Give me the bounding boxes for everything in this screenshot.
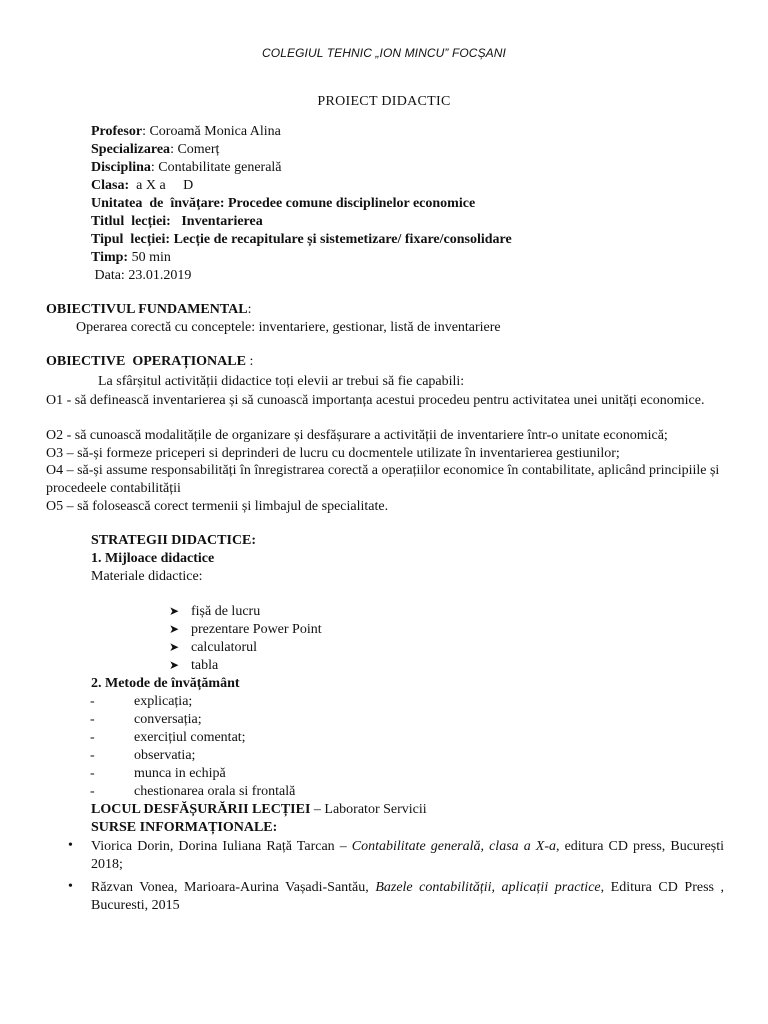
document-title: PROIECT DIDACTIC <box>317 94 451 109</box>
metode-item <box>90 712 202 728</box>
timp-label: Timp: <box>91 250 129 265</box>
obiectiv-o2: O2 - să cunoască modalitățile de organizare și desfășurare a activității de inventariere într-o unitate economică; <box>46 428 668 443</box>
obiectiv-fundamental-text: Operarea corectă cu conceptele: inventariere, gestionar, listă de inventariere <box>76 320 501 335</box>
mijloace-heading: 1. Mijloace didactice <box>91 551 215 566</box>
obiectiv-fundamental-colon: : <box>247 302 252 317</box>
materiale-item <box>169 658 218 674</box>
dash-bullet: - <box>90 784 95 799</box>
arrow-bullet-icon: ➤ <box>169 604 180 618</box>
dash-bullet: - <box>90 766 95 781</box>
sursa-authors: Viorica Dorin, Dorina Iuliana Rață Tarcan – <box>91 839 352 854</box>
disciplina-label: Disciplina <box>91 160 151 175</box>
obiective-operationale-heading <box>46 354 253 370</box>
arrow-bullet-icon: ➤ <box>169 622 180 636</box>
sursa-authors: Răzvan Vonea, Marioara-Aurina Vașadi-Santău, <box>91 880 376 895</box>
bullet-dot-icon: • <box>68 838 73 853</box>
obiective-intro: La sfârșitul activității didactice toți elevii ar trebui să fie capabili: <box>98 374 465 389</box>
obiectiv-o4: O4 – să-și assume responsabilități în înregistrarea corectă a operațiilor economice în contabilitate, aplicând principiile și procedeele contabilității <box>46 463 720 496</box>
info-timp <box>91 249 512 267</box>
strategii-heading: STRATEGII DIDACTICE: <box>91 533 257 548</box>
obiectiv-fundamental-heading-text: OBIECTIVUL FUNDAMENTAL <box>46 302 248 317</box>
metode-item-text: munca in echipă <box>134 766 226 781</box>
arrow-bullet-icon: ➤ <box>169 658 180 672</box>
locul-label: LOCUL DESFĂȘURĂRII LECȚIEI <box>91 802 311 817</box>
sursa-details: , Editura CD Press , Bucuresti, 2015 <box>91 880 725 913</box>
obiectiv-o5: O5 – să folosească corect termenii și limbajul de specialitate. <box>46 499 389 514</box>
unitatea-text: Unitatea de învățare: Procedee comune disciplinelor economice <box>91 196 476 211</box>
tipul-text: Tipul lecției: Lecție de recapitulare și sistemetizare/ fixare/consolidare <box>91 232 512 247</box>
surse-heading: SURSE INFORMAȚIONALE: <box>91 820 278 835</box>
clasa-label: Clasa: <box>91 178 130 193</box>
specializare-label: Specializarea <box>91 142 171 157</box>
materiale-item-text: tabla <box>191 658 219 673</box>
data-text: Data: 23.01.2019 <box>91 268 192 283</box>
metode-item <box>90 694 192 710</box>
metode-item-text: exercițiul comentat; <box>134 730 246 745</box>
materiale-item <box>169 604 260 620</box>
clasa-value: a X a D <box>129 178 194 193</box>
dash-bullet: - <box>90 748 95 763</box>
metode-item-text: observatia; <box>134 748 196 763</box>
locul-desfasurarii <box>91 802 427 818</box>
obiective-operationale-heading-text: OBIECTIVE OPERAȚIONALE <box>46 354 246 369</box>
sursa-title: Bazele contabilității, aplicații practice <box>375 880 601 895</box>
disciplina-value: : Contabilitate generală <box>150 160 282 175</box>
obiectiv-fundamental-heading <box>46 302 252 318</box>
titlul-text: Titlul lecției: Inventarierea <box>91 214 263 229</box>
info-unitatea <box>91 195 512 213</box>
arrow-bullet-icon: ➤ <box>169 640 180 654</box>
obiective-operationale-colon: : <box>245 354 254 369</box>
info-clasa <box>91 177 512 195</box>
metode-item-text: conversația; <box>134 712 202 727</box>
lesson-info <box>91 123 512 285</box>
materiale-item-text: fișă de lucru <box>191 604 261 619</box>
materiale-item-text: calculatorul <box>191 640 258 655</box>
metode-heading: 2. Metode de învățământ <box>91 676 240 691</box>
info-profesor <box>91 123 512 141</box>
metode-item-text: explicația; <box>134 694 193 709</box>
materiale-item <box>169 640 257 656</box>
obiectiv-o1: O1 - să definească inventarierea și să cunoască importanța acestui procedeu pentru activitatea unei unități economice. <box>46 393 705 408</box>
dash-bullet: - <box>90 712 95 727</box>
info-titlul <box>91 213 512 231</box>
metode-item <box>90 730 246 746</box>
info-data <box>91 267 512 285</box>
materiale-label: Materiale didactice: <box>91 569 203 584</box>
metode-item <box>90 784 295 800</box>
sursa-item <box>91 838 724 874</box>
locul-value: – Laborator Servicii <box>310 802 427 817</box>
obiectiv-o3: O3 – să-și formeze priceperi si deprinderi de lucru cu docmentele utilizate în inventarierea gestiunilor; <box>46 446 620 461</box>
dash-bullet: - <box>90 730 95 745</box>
dash-bullet: - <box>90 694 95 709</box>
materiale-item-text: prezentare Power Point <box>191 622 322 637</box>
profesor-label: Profesor <box>91 124 143 139</box>
sursa-title: Contabilitate generală, clasa a X-a <box>351 839 556 854</box>
metode-item <box>90 766 226 782</box>
materiale-item <box>169 622 322 638</box>
timp-value: 50 min <box>128 250 171 265</box>
specializare-value: : Comerț <box>170 142 220 157</box>
profesor-value: : Coroamă Monica Alina <box>142 124 281 139</box>
info-tipul <box>91 231 512 249</box>
sursa-item <box>91 879 724 915</box>
metode-item-text: chestionarea orala si frontală <box>134 784 296 799</box>
info-disciplina <box>91 159 512 177</box>
metode-item <box>90 748 195 764</box>
sursa-details: , editura CD press, București 2018; <box>91 839 725 872</box>
info-specializare <box>91 141 512 159</box>
school-header: COLEGIUL TEHNIC „ION MINCU” FOCȘANI <box>262 46 506 60</box>
bullet-dot-icon: • <box>68 879 73 894</box>
